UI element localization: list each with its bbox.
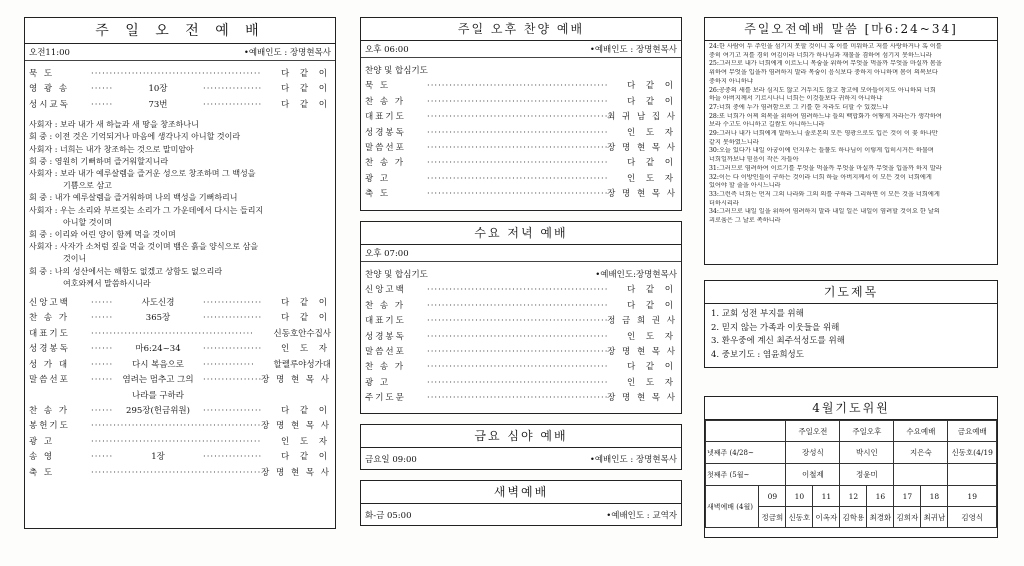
order-item: 축 도 ····· 장 명 현 목 사 — [25, 466, 335, 481]
dawn-time: 화-금 05:00 — [365, 511, 412, 521]
order-item: 찬 송 가 ····· 다 같 이 — [361, 360, 681, 375]
scripture-text: 24:한 사람이 두 주인을 섬기지 못할 것이니 혹 이를 미워하고 저를 사랑하거나 혹 이를 중히 여기고 저를 경히 여김이라 너희가 하나님과 재물을 겸하여 섬기지 못하느니라 25:그러므로 내가 너희에게 이르노니 목숨을 위하여 무엇을 먹을까 무엇을 마실까 몸을 위하여 무엇을 입을까 염려하지 말라 목숨이 음식보다 중하지 아니하며 몸이 의복보다 중하지 아니하냐 26:공중의 새를 보라 심지도 않고 거두지도 않고 창고에 모아들이지도 아니하되 너희 하늘 아버지께서 기르시나니 너희는 이것들보다 귀하지 아니하냐 27:너희 중에 누가 염려함으로 그 키를 한 자라도 더할 수 있겠느냐 28:또 너희가 어찌 의복을 위하여 염려하느냐 들의 백합화가 어떻게 자라는가 생각하여 보라 수고도 아니하고 길쌈도 아니하느니라 29:그러나 내가 너희에게 말하노니 솔로몬의 모든 영광으로도 입은 것이 이 꽃 하나만 같지 못하였느니라 30:오늘 있다가 내일 아궁이에 던지우는 들풀도 하나님이 이렇게 입히시거든 하물며 너희일까보냐 믿음이 작은 자들아 31:그러므로 염려하여 이르기를 무엇을 먹을까 무엇을 마실까 무엇을 입을까 하지 말라 32:이는 다 이방인들이 구하는 것이라 너희 하늘 아버지께서 이 모든 것이 너희에게 있어야 할 줄을 아시느니라 33:그런즉 너희는 먼저 그의 나라와 그의 의를 구하라 그리하면 이 모든 것을 너희에게 더하시리라 34:그러므로 내일 일을 위하여 염려하지 말라 내일 일은 내일이 염려할 것이요 한 날의 괴로움은 그 날로 족하니라 — [709, 43, 942, 225]
wednesday-title: 수요 저녁 예배 — [361, 222, 681, 245]
friday-panel — [360, 424, 682, 470]
list-item: 2. 믿지 않는 가족과 이웃들을 위해 — [711, 322, 840, 333]
dawn-leader: •예배인도 : 교역자 — [606, 511, 677, 521]
order-item: 대표기도 ····· 정 금 희 권 사 — [361, 314, 681, 329]
sunday-afternoon-header — [361, 41, 681, 58]
sunday-morning-panel — [24, 17, 336, 529]
prayer-panel — [704, 280, 998, 368]
april-prayer-table — [705, 420, 997, 528]
prayer-list — [705, 304, 997, 366]
sunday-afternoon-leader: •예배인도 : 장명현목사 — [589, 45, 677, 55]
order-item: 성시교독 ····· 73번 ····· 다 같 이 — [25, 98, 335, 113]
dawn-panel — [360, 480, 682, 526]
order-item: 성경봉독 ····· 마6:24~34 ····· 인 도 자 — [25, 342, 335, 357]
sunday-morning-title: 주 일 오 전 예 배 — [25, 18, 335, 44]
order-item: 말씀선포 ····· 장 명 현 목 사 — [361, 141, 681, 156]
order-item: 광 고 ····· 인 도 자 — [361, 376, 681, 391]
friday-header — [361, 448, 681, 467]
list-item: 1. 교회 성전 부지를 위해 — [711, 309, 804, 319]
list-item: 4. 중보기도 : 염윤희성도 — [711, 349, 804, 360]
wednesday-panel — [360, 221, 682, 414]
sunday-afternoon-section: 찬양 및 합심기도 — [365, 66, 428, 76]
scripture-panel — [704, 17, 998, 265]
order-item: 송 영 ····· 1장 ····· 다 같 이 — [25, 450, 335, 465]
order-item: 성경봉독 ····· 인 도 자 — [361, 126, 681, 141]
sunday-morning-time: 오전11:00 — [29, 48, 70, 58]
scripture-title: 주일오전예배 말씀 [마6:24~34] — [705, 18, 997, 41]
list-item: 3. 환우중에 계신 최주석성도를 위해 — [711, 336, 845, 346]
order-item: 대표기도 ····· 최 귀 남 집 사 — [361, 110, 681, 125]
sunday-afternoon-time: 오후 06:00 — [365, 45, 409, 55]
dawn-title: 새벽예배 — [361, 481, 681, 504]
dawn-header — [361, 504, 681, 523]
sunday-morning-header — [25, 44, 335, 61]
order-item: 찬 송 가 ····· 다 같 이 — [361, 299, 681, 314]
friday-title: 금요 심야 예배 — [361, 425, 681, 448]
order-item: 말씀선포 ····· 장 명 현 목 사 — [361, 345, 681, 360]
sunday-morning-leader: •예배인도 : 장명현목사 — [243, 48, 331, 58]
wednesday-header — [361, 245, 681, 262]
april-prayer-title: 4월기도위원 — [705, 397, 997, 420]
order-item: 주기도문 ····· 장 명 현 목 사 — [361, 391, 681, 406]
table-row: 주일오전 주일오후 수요예배 금요예배 — [706, 421, 997, 442]
order-item: 광 고 ····· 인 도 자 — [361, 172, 681, 187]
order-item: 말씀선포 ····· 염려는 멈추고 그의 ····· 장 명 현 목 사 — [25, 373, 335, 388]
order-item: 나라를 구하라 — [132, 390, 184, 401]
order-item: 봉헌기도 ····· 장 명 현 목 사 — [25, 419, 335, 434]
friday-leader: •예배인도 : 장명현목사 — [589, 455, 677, 465]
order-item: 성경봉독 ····· 인 도 자 — [361, 330, 681, 345]
order-item: 찬 송 가 ····· 295장(헌금위원) ····· 다 같 이 — [25, 404, 335, 419]
table-row: 새벽예배 (4월) 09 10 11 12 16 17 18 19 — [706, 486, 997, 507]
order-item: 축 도 ····· 장 명 현 목 사 — [361, 187, 681, 202]
order-item: 광 고 ····· 인 도 자 — [25, 435, 335, 450]
order-item: 신앙고백 ····· 사도신경 ····· 다 같 이 — [25, 296, 335, 311]
responsive-reading: 사회자 : 보라 내가 새 하늘과 새 땅을 창조하나니 회 중 : 이전 것은 기억되거나 마음에 생각나지 아니할 것이라 사회자 : 너희는 내가 창조하는 것으로 말미암아 회 중 : 영원히 기뻐하며 즐거워할지니라 사회자 : 보라 내가 예루살렘을 즐거운 성으로 창조하며 그 백성을 기쁨으로 삼고 회 중 : 내가 예루살렘을 즐거워하며 나의 백성을 기뻐하리니 사회자 : 우는 소리와 부르짖는 소리가 그 가운데에서 다시는 들리지 아니할 것이며 회 중 : 이리와 어린 양이 함께 먹을 것이며 사회자 : 사자가 소처럼 짚을 먹을 것이며 뱀은 흙을 양식으로 삼을 것이니 회 중 : 나의 성산에서는 해함도 없겠고 상함도 없으리라 여호와께서 말씀하시니라 — [29, 120, 264, 288]
order-item: 대표기도 ····· 신동호안수집사 — [25, 327, 335, 342]
order-item: 묵 도 ····· 다 같 이 — [361, 79, 681, 94]
table-row: 첫째주 (5월~ 이철제 정윤미 — [706, 464, 997, 486]
wednesday-section: 찬양 및 합심기도 •예배인도:장명현목사 — [365, 270, 677, 280]
order-item: 영 광 송 ····· 10장 ····· 다 같 이 — [25, 82, 335, 97]
sunday-afternoon-title: 주일 오후 찬양 예배 — [361, 18, 681, 41]
sunday-afternoon-panel — [360, 17, 682, 211]
wednesday-time: 오후 07:00 — [365, 249, 409, 259]
order-item: 성 가 대 ····· 다시 복음으로 ····· 할렐루야성가대 — [25, 358, 335, 373]
order-item: 찬 송 가 ····· 다 같 이 — [361, 95, 681, 110]
order-item: 찬 송 가 ····· 365장 ····· 다 같 이 — [25, 311, 335, 326]
sunday-morning-order-top — [25, 67, 335, 113]
order-item: 찬 송 가 ····· 다 같 이 — [361, 156, 681, 171]
order-item: 신앙고백 ····· 다 같 이 — [361, 283, 681, 298]
friday-time: 금요일 09:00 — [365, 455, 417, 465]
april-prayer-panel — [704, 396, 998, 538]
prayer-title: 기도제목 — [705, 281, 997, 304]
table-row: 정금희 신동호 이옥자 김학용 최경화 김희자 최귀남 김영식 — [706, 507, 997, 528]
order-item: 묵 도 ····· 다 같 이 — [25, 67, 335, 82]
sunday-morning-order-bottom — [25, 296, 335, 481]
table-row: 넷째주 (4/28~ 장성식 박시인 지은숙 신동호(4/19 — [706, 442, 997, 464]
